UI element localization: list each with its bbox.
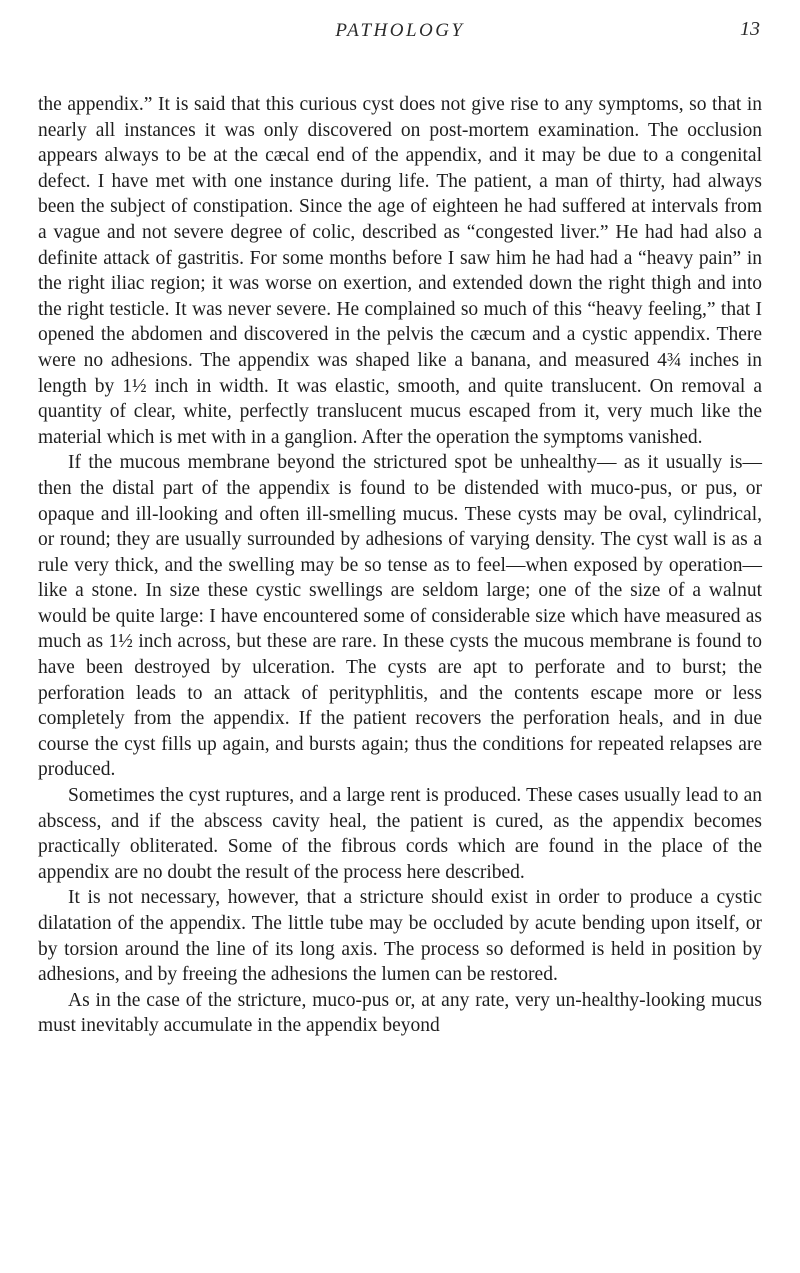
paragraph-mucous-membrane: If the mucous membrane beyond the strictured spot be unhealthy— as it usually is—then the distal part of the appendix is found to be distended with muco-pus, or pus, or opaque and ill-looking and often ill-smelling mucus. These cysts may be oval, cylindrical, or round; they are usually surrounded by adhesions of varying density. The cyst wall is as a rule very thick, and the swelling may be so tense as to feel—when exposed by operation—like a stone. In size these cystic swellings are seldom large; one of the size of a walnut would be quite large: I have encountered some of considerable size which have measured as much as 1½ inch across, but these are rare. In these cysts the mucous membrane is found to have been destroyed by ulceration. The cysts are apt to perforate and to burst; the perforation leads to an attack of perityphlitis, and the contents escape more or less completely from the appendix. If the patient recovers the perforation heals, and in due course the cyst fills up again, and bursts again; thus the conditions for repeated relapses are produced. xyxy=(38,452,762,781)
running-title: PATHOLOGY xyxy=(335,20,465,41)
body-text xyxy=(38,92,762,1039)
paragraph-muco-pus: As in the case of the stricture, muco-pus or, at any rate, very un-healthy-looking mucus must inevitably accumulate in the appendix beyond xyxy=(38,989,762,1037)
paragraph-stricture-not-necessary: It is not necessary, however, that a stricture should exist in order to produce a cystic dilatation of the appendix. The little tube may be occluded by acute bending upon itself, or by torsion around the line of its long axis. The process so deformed is held in position by adhesions, and by freeing the adhesions the lumen can be restored. xyxy=(38,887,762,986)
running-head xyxy=(38,18,762,58)
paragraph-continuation: the appendix.” It is said that this curious cyst does not give rise to any symptoms, so that in nearly all instances it was only discovered on post-mortem examination. The occlusion appears always to be at the cæcal end of the appendix, and it may be due to a congenital defect. I have met with one instance during life. The patient, a man of thirty, had always been the subject of constipation. Since the age of eighteen he had suffered at intervals from a vague and not severe degree of colic, described as “congested liver.” He had had also a definite attack of gastritis. For some months before I saw him he had had a “heavy pain” in the right iliac region; it was worse on exertion, and extended down the right thigh and into the right testicle. It was never severe. He complained so much of this “heavy feeling,” that I opened the abdomen and discovered in the pelvis the cæcum and a cystic appendix. There were no adhesions. The appendix was shaped like a banana, and measured 4¾ inches in length by 1½ inch in width. It was elastic, smooth, and quite translucent. On removal a quantity of clear, white, perfectly translucent mucus escaped from it, very much like the material which is met with in a ganglion. After the operation the symptoms vanished. xyxy=(38,94,762,448)
page-number: 13 xyxy=(740,18,760,40)
paragraph-cyst-ruptures: Sometimes the cyst ruptures, and a large rent is produced. These cases usually lead to an abscess, and if the abscess cavity heal, the patient is cured, as the appendix becomes practically obliterated. Some of the fibrous cords which are found in the place of the appendix are no doubt the result of the process here described. xyxy=(38,785,762,883)
